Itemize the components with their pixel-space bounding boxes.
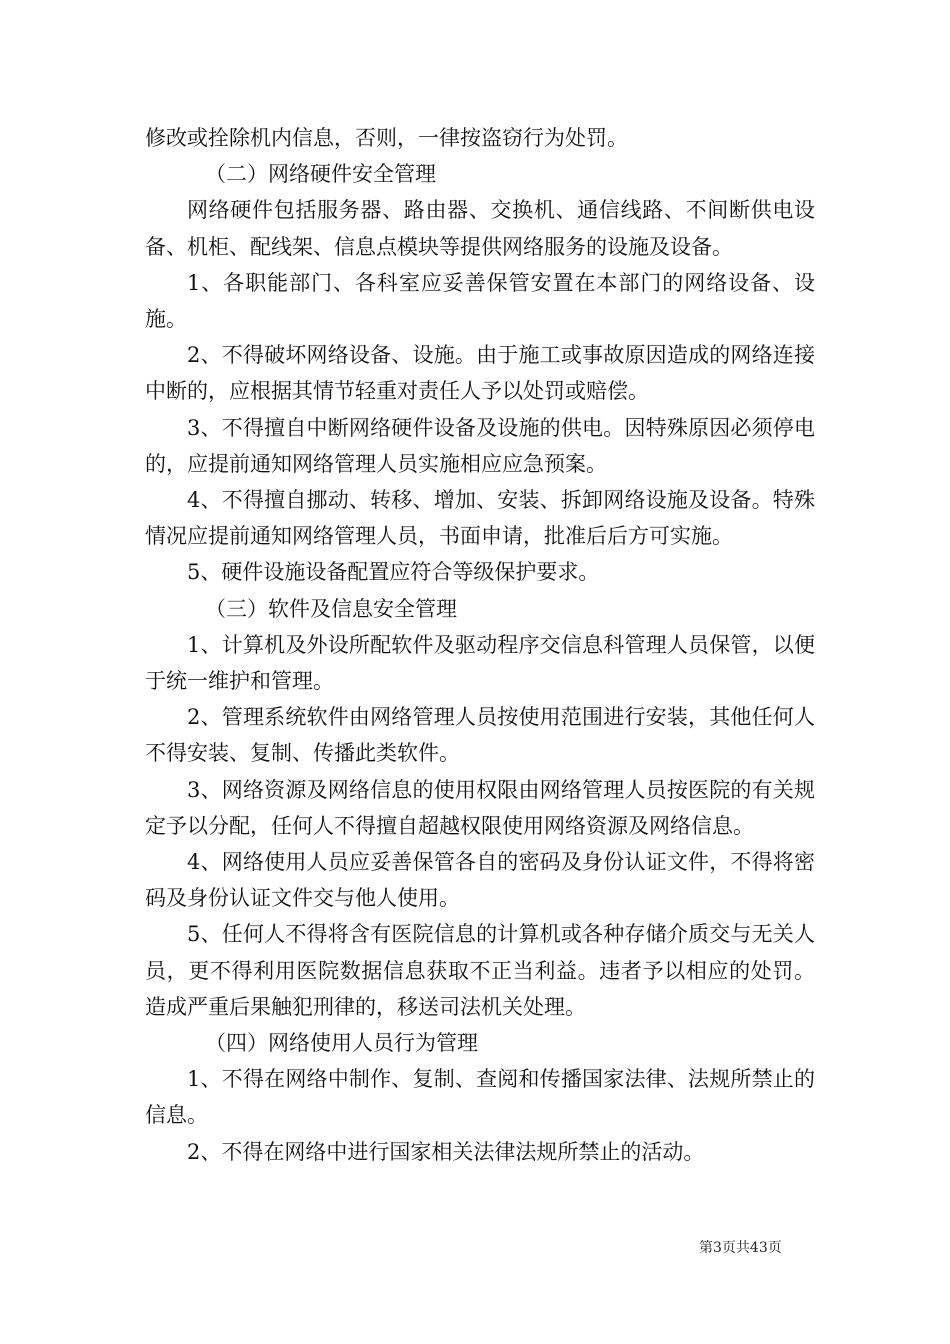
paragraph-hardware-item-5: 5、硬件设施设备配置应符合等级保护要求。 bbox=[187, 560, 600, 585]
page-number: 第3页共43页 bbox=[699, 1240, 782, 1256]
paragraph-continuation: 修改或拴除机内信息，否则，一律按盗窃行为处罚。 bbox=[145, 126, 628, 150]
document-body bbox=[145, 120, 815, 1170]
paragraph-hardware-item-3: 3、不得擅自中断网络硬件设备及设施的供电。因特殊原因必须停电的，应提前通知网络管理人员实施相应应急预案。 bbox=[145, 415, 815, 476]
paragraph-hardware-item-2: 2、不得破坏网络设备、设施。由于施工或事故原因造成的网络连接中断的，应根据其情节轻重对责任人予以处罚或赔偿。 bbox=[145, 343, 815, 404]
paragraph-behavior-item-1: 1、不得在网络中制作、复制、查阅和传播国家法律、法规所禁止的信息。 bbox=[145, 1067, 815, 1128]
paragraph-hardware-item-4: 4、不得擅自挪动、转移、增加、安装、拆卸网络设施及设备。特殊情况应提前通知网络管理人员，书面申请，批准后后方可实施。 bbox=[145, 488, 815, 549]
paragraph-software-item-1: 1、计算机及外设所配软件及驱动程序交信息科管理人员保管，以便于统一维护和管理。 bbox=[145, 632, 815, 694]
paragraph-hardware-definition: 网络硬件包括服务器、路由器、交换机、通信线路、不间断供电设备、机柜、配线架、信息点模块等提供网络服务的设施及设备。 bbox=[145, 198, 815, 259]
paragraph-software-item-4: 4、网络使用人员应妥善保管各自的密码及身份认证文件，不得将密码及身份认证文件交与他人使用。 bbox=[145, 850, 815, 911]
paragraph-software-item-2: 2、管理系统软件由网络管理人员按使用范围进行安装，其他任何人不得安装、复制、传播此类软件。 bbox=[145, 705, 815, 766]
paragraph-software-item-5: 5、任何人不得将含有医院信息的计算机或各种存储介质交与无关人员，更不得利用医院数据信息获取不正当利益。违者予以相应的处罚。造成严重后果触犯刑律的，移送司法机关处理。 bbox=[145, 922, 815, 1019]
paragraph-behavior-item-2: 2、不得在网络中进行国家相关法律法规所禁止的活动。 bbox=[187, 1139, 705, 1164]
paragraph-software-item-3: 3、网络资源及网络信息的使用权限由网络管理人员按医院的有关规定予以分配，任何人不得擅自超越权限使用网络资源及网络信息。 bbox=[145, 777, 815, 838]
paragraph-hardware-item-1: 1、各职能部门、各科室应妥善保管安置在本部门的网络设备、设施。 bbox=[145, 270, 815, 332]
section-heading-software: （三）软件及信息安全管理 bbox=[205, 596, 457, 621]
section-heading-hardware: （二）网络硬件安全管理 bbox=[205, 162, 436, 187]
section-heading-behavior: （四）网络使用人员行为管理 bbox=[205, 1031, 478, 1056]
